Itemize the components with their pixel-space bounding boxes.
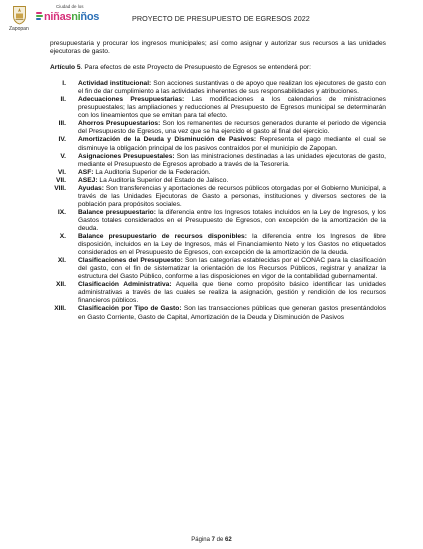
definition-number: II. (60, 96, 66, 104)
definition-text: la diferencia entre los Ingresos de libre disposición, incluidos en la Ley de Ingresos, más el Financiamiento Neto y los Gastos no etiquetados considerados en el Presupuesto de Egresos, con excepción de la amortización de la deuda. (78, 233, 386, 257)
page-header (0, 0, 423, 36)
definition-number: XI. (57, 257, 66, 265)
definition-term: Asignaciones Presupuestales: (78, 152, 175, 160)
definition-item (50, 281, 386, 305)
article-text: . Para efectos de este Proyecto de Presupuesto de Egresos se entenderá por: (80, 64, 311, 72)
footer-page-number: 7 (211, 537, 215, 543)
seal-caption: Zapopan (9, 26, 29, 32)
definition-item (50, 136, 386, 152)
definition-term: Amortización de la Deuda y Disminución de Pasivos: (78, 136, 257, 144)
definition-text: la diferencia entre los Ingresos totales incluidos en la Ley de Ingresos, y los Gastos totales considerados en el Presupuesto de Egresos, con excepción de la amortización de la deuda. (78, 208, 386, 232)
definition-item (50, 305, 386, 321)
definition-item (50, 185, 386, 209)
definition-text: La Auditoría Superior del Estado de Jalisco. (97, 176, 229, 184)
definition-term: Balance presupuestario: (78, 208, 156, 216)
logo-wordmark: niñasniños (44, 11, 100, 23)
footer-mid: de (215, 537, 226, 543)
definition-text: La Auditoria Superior de la Federación. (93, 168, 211, 176)
logo-stripes (36, 12, 43, 23)
definition-text: Son las ministraciones destinadas a las unidades ejecutoras de gasto, mediante el Presupuesto de Egresos aprobado a través de la Tesorería. (78, 152, 386, 168)
definition-item (50, 169, 386, 177)
ciudad-ninas-ninos-logo (36, 4, 98, 30)
definition-term: Balance presupuestario de recursos disponibles: (78, 233, 247, 241)
definition-term: ASF: (78, 168, 94, 176)
definition-number: VI. (57, 168, 66, 176)
definition-item (50, 153, 386, 169)
definition-text: Son las categorías establecidas por el CONAC para la clasificación del gasto, con el fin de sistematizar la orientación de los Recursos Públicos, registrar y analizar la estructura del Gasto Público, conforme a las disposiciones en vigor de la contabilidad gubernamental. (78, 257, 386, 281)
zapopan-seal-icon (12, 5, 27, 25)
definition-number: XII. (56, 281, 66, 289)
definition-number: V. (60, 152, 66, 160)
definition-text: Son las transacciones públicas que generan gastos presentándolos en Gasto Corriente, Gasto de Capital, Amortización de la Deuda y Disminución de Pasivos (78, 305, 387, 321)
definition-number: III. (58, 120, 66, 128)
definition-text: Son los remanentes de recursos generados durante el periodo de vigencia del Presupuesto de Egresos, una vez que se ha ejercido el gasto al final del ejercicio. (78, 120, 387, 136)
footer-prefix: Página (191, 537, 212, 543)
article-label: Artículo 5 (50, 64, 81, 72)
definition-text: Son transferencias y aportaciones de recursos públicos otorgadas por el Gobierno Municipal, a través de las Unidades Ejecutoras de Gasto a personas, instituciones y diversos sectores de la población para propósitos sociales. (78, 184, 386, 208)
definition-term: Ayudas: (78, 184, 104, 192)
definition-item (50, 120, 386, 136)
definition-item (50, 177, 386, 185)
definition-term: Actividad institucional: (78, 80, 152, 88)
definition-number: IV. (58, 136, 66, 144)
definition-item (50, 96, 386, 120)
intro-paragraph: presupuestaria y procurar los ingresos municipales; así como asignar y autorizar sus recursos a las unidades ejecutoras de gasto. (50, 40, 386, 56)
definition-text: Representa el pago mediante el cual se disminuye la obligación principal de los pasivos contraídos por el municipio de Zapopan. (78, 136, 386, 152)
definition-number: XIII. (54, 305, 66, 313)
definition-number: X. (59, 233, 66, 241)
definition-term: Clasificación Administrativa: (78, 281, 172, 289)
definition-number: VIII. (54, 184, 66, 192)
definition-term: Adecuaciones Presupuestarias: (78, 96, 185, 104)
definition-term: Clasificaciones del Presupuesto: (78, 257, 183, 265)
footer-page-total: 62 (225, 537, 232, 543)
document-title: PROYECTO DE PRESUPUESTO DE EGRESOS 2022 (132, 14, 310, 23)
definition-text: Aquella que tiene como propósito básico identificar las unidades administrativas a través de las cuales se realiza la asignación, gestión y rendición de los recursos financieros públicos. (78, 281, 386, 305)
definition-item (50, 209, 386, 233)
definition-item (50, 257, 386, 281)
page-footer (0, 537, 423, 543)
definition-item (50, 233, 386, 257)
article-5 (50, 64, 386, 72)
definition-number: I. (62, 80, 66, 88)
definition-text: Las modificaciones a los calendarios de ministraciones presupuestales; las ampliaciones y reducciones al Presupuesto de Egresos municipal se determinarán con los lineamientos que se emitan para tal efecto. (78, 96, 386, 120)
definition-term: Ahorros Presupuestarios: (78, 120, 161, 128)
definition-term: Clasificación por Tipo de Gasto: (78, 305, 182, 313)
definitions-list (50, 80, 386, 321)
definition-item (50, 80, 386, 96)
document-body (50, 40, 386, 322)
definition-term: ASEJ: (78, 176, 98, 184)
definition-number: IX. (57, 208, 66, 216)
definition-number: VII. (56, 176, 66, 184)
definition-text: Son acciones sustantivas o de apoyo que realizan los ejecutores de gasto con el fin de dar cumplimiento a las actividades inherentes de sus responsabilidades y atribuciones. (78, 80, 386, 96)
logo-tagline: Ciudad de los (56, 4, 84, 9)
